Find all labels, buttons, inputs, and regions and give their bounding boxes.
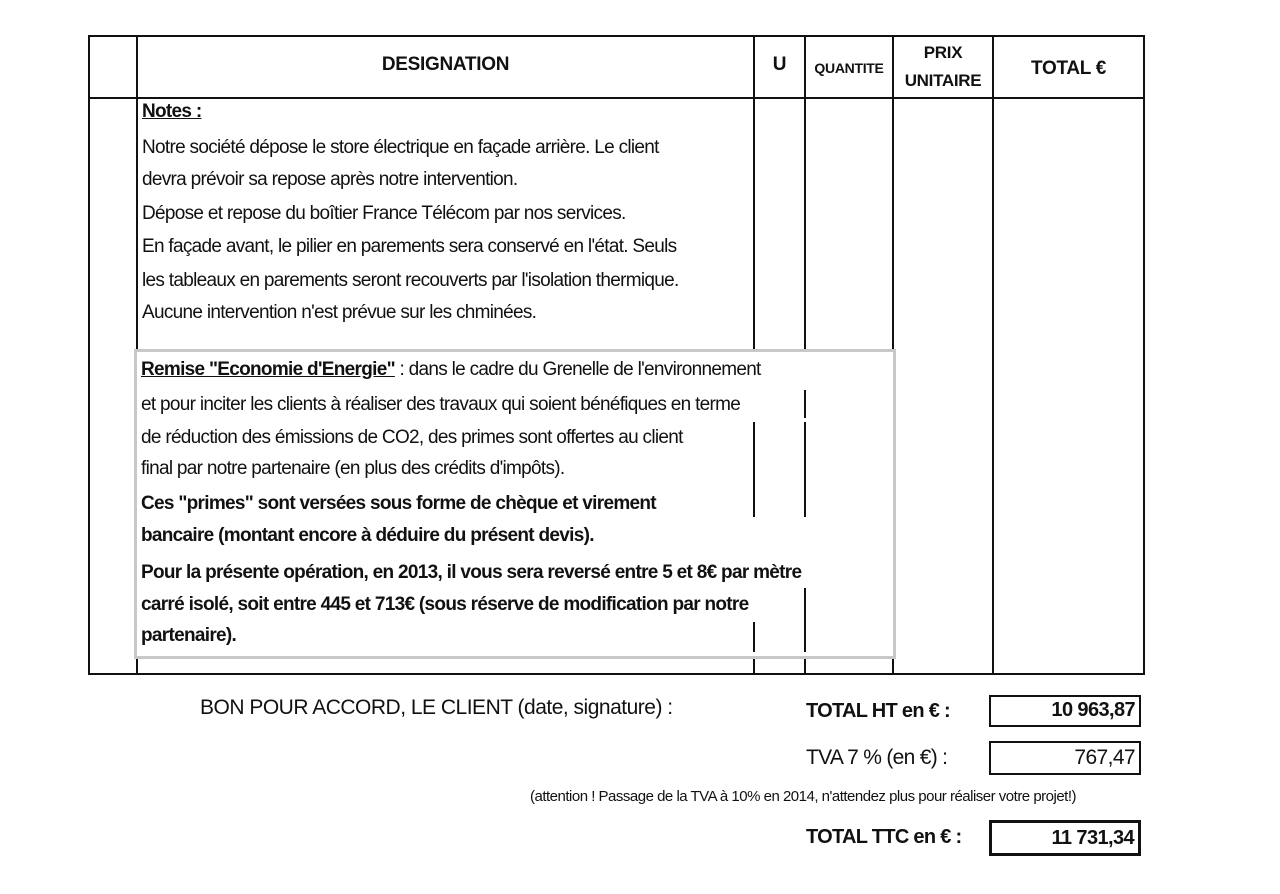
header-designation: DESIGNATION [381,54,510,75]
remise-line: et pour inciter les clients à réaliser des travaux qui soient bénéfiques en terme [141,394,741,415]
table-border-top [88,35,1145,37]
column-line [753,622,755,652]
header-quantity: QUANTITE [814,60,884,76]
total-ht-label: TOTAL HT en € : [806,700,950,722]
column-line [804,588,806,652]
total-ttc-label: TOTAL TTC en € : [806,826,962,848]
remise-line: de réduction des émissions de CO2, des primes sont offertes au client [141,427,683,448]
notes-line: Aucune intervention n'est prévue sur les chminées. [142,302,537,323]
remise-bold-line: bancaire (montant encore à déduire du présent devis). [141,525,594,546]
notes-line: devra prévoir sa repose après notre intervention. [142,169,518,190]
remise-title: Remise "Economie d'Energie" [141,359,395,380]
tva-value: 767,47 [989,741,1141,775]
notes-line: Notre société dépose le store électrique en façade arrière. Le client [142,137,659,158]
remise-line: final par notre partenaire (en plus des crédits d'impôts). [141,458,565,479]
notes-title: Notes : [142,101,202,122]
column-line [992,35,994,675]
notes-line: Dépose et repose du boîtier France Télécom par nos services. [142,203,626,224]
tva-label: TVA 7 % (en €) : [806,746,948,769]
header-unit: U [772,54,787,75]
client-approval-label: BON POUR ACCORD, LE CLIENT (date, signature) : [200,696,673,719]
total-ttc-value: 11 731,34 [989,820,1141,856]
remise-text: : dans le cadre du Grenelle de l'environnement [394,359,761,380]
remise-bold-line: partenaire). [141,625,237,646]
column-line [1143,35,1145,675]
column-line [804,390,806,418]
column-line [88,35,90,675]
tva-warning: (attention ! Passage de la TVA à 10% en 2014, n'attendez plus pour réaliser votre projet!) [530,788,1077,805]
header-unit-price-2: UNITAIRE [904,71,982,90]
remise-bold-line: Ces "primes" sont versées sous forme de chèque et virement [141,493,656,514]
header-unit-price-1: PRIX [923,43,963,62]
column-line [753,422,755,517]
notes-line: En façade avant, le pilier en parements sera conservé en l'état. Seuls [142,236,677,257]
remise-bold-line: Pour la présente opération, en 2013, il vous sera reversé entre 5 et 8€ par mètre [141,562,802,583]
header-divider [88,97,1145,99]
header-total: TOTAL € [1031,58,1106,79]
notes-line: les tableaux en parements seront recouverts par l'isolation thermique. [142,270,679,291]
total-ht-value: 10 963,87 [989,695,1141,727]
table-border-bottom [88,673,1145,675]
column-line [804,422,806,517]
remise-line [141,359,761,381]
remise-bold-line: carré isolé, soit entre 445 et 713€ (sous réserve de modification par notre [141,594,749,615]
